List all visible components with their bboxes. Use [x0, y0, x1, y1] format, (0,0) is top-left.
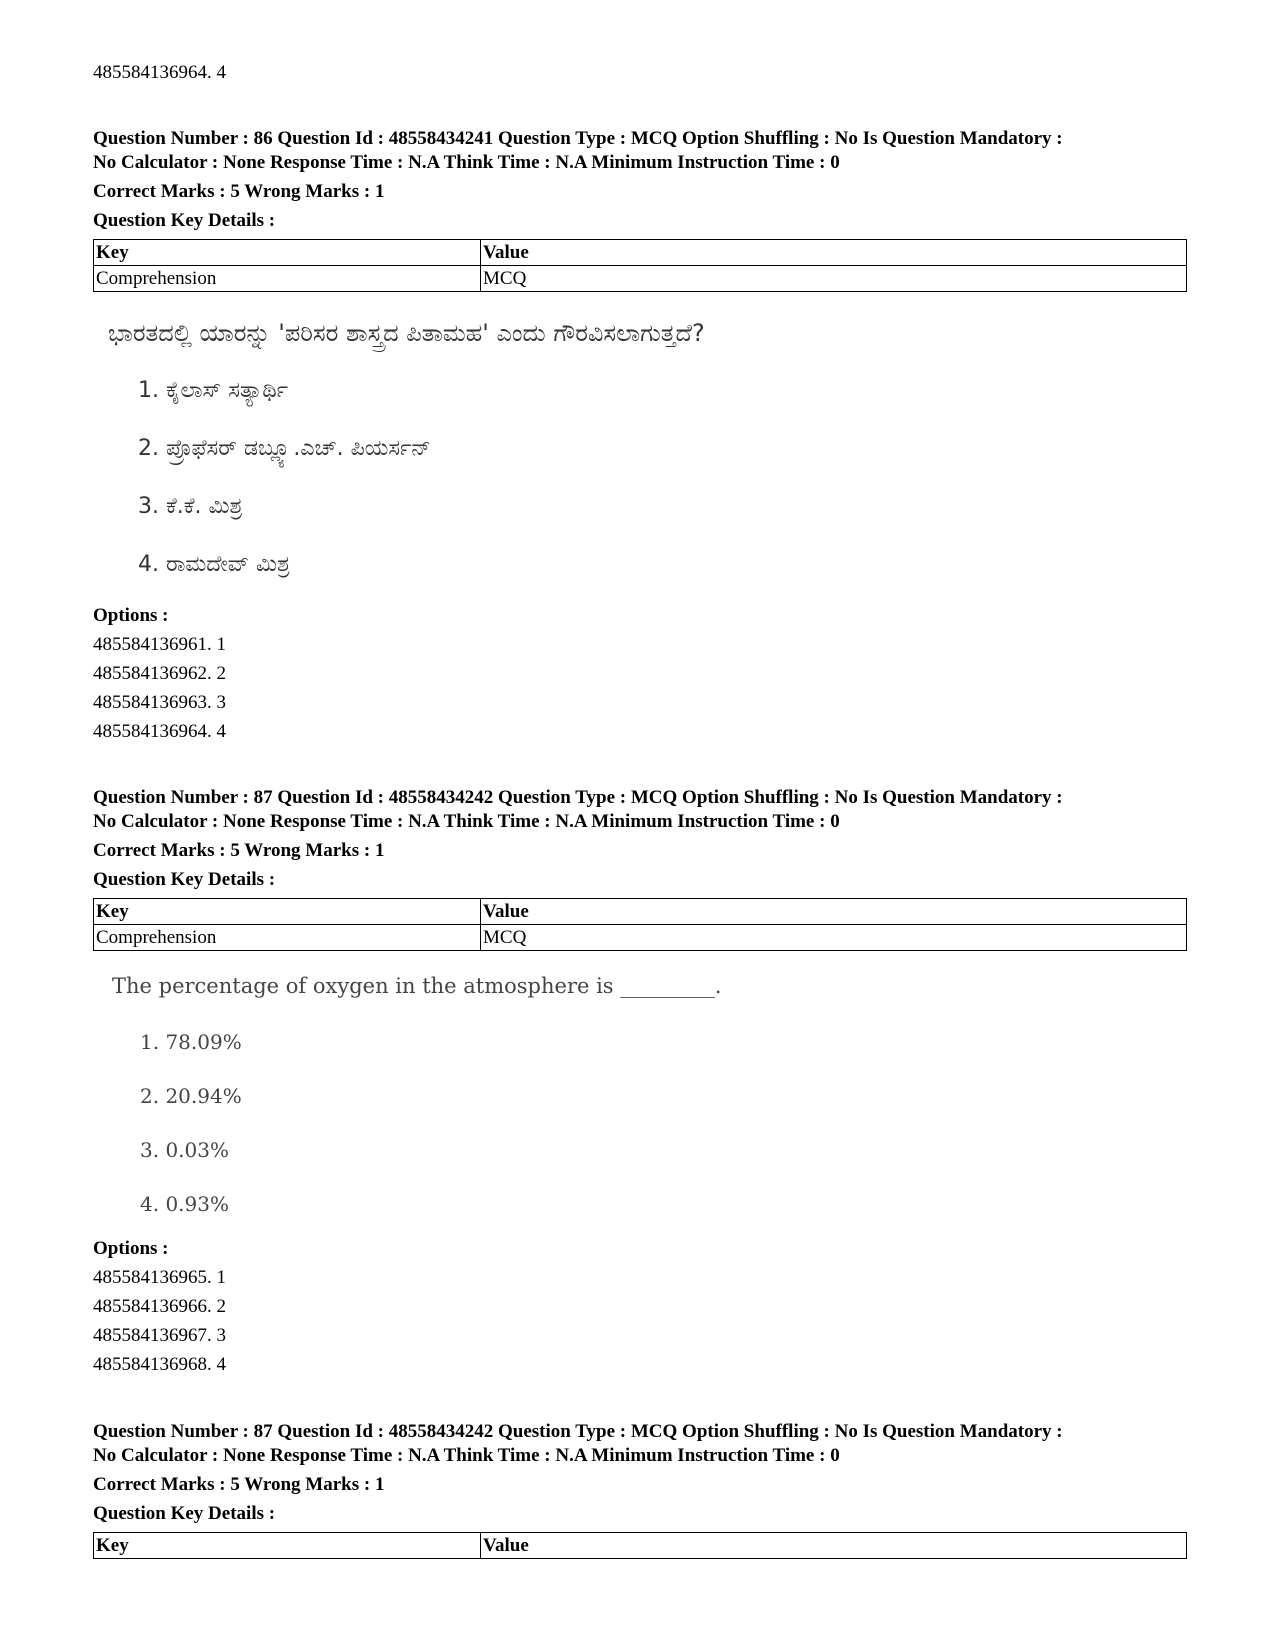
question-header-line1: Question Number : 87 Question Id : 48558434242 Question Type : MCQ Option Shuffling : No Is Question Mandatory :: [93, 787, 1063, 808]
question-header-line2: No Calculator : None Response Time : N.A Think Time : N.A Minimum Instruction Time : 0: [93, 152, 840, 173]
table-header-value: Value: [481, 899, 1187, 925]
options-label: Options :: [93, 605, 169, 626]
table-header-value: Value: [481, 240, 1187, 266]
question-header-line2: No Calculator : None Response Time : N.A Think Time : N.A Minimum Instruction Time : 0: [93, 1445, 840, 1466]
table-cell-value: MCQ: [481, 925, 1187, 951]
key-details-label: Question Key Details :: [93, 869, 276, 890]
choice-2: 2. ಪ್ರೊಫೆಸರ್ ಡಬ್ಲ್ಯೂ.ಎಚ್. ಪಿಯರ್ಸನ್: [138, 436, 431, 461]
option-line: 485584136968. 4: [93, 1354, 226, 1375]
marks-line: Correct Marks : 5 Wrong Marks : 1: [93, 1474, 385, 1495]
table-header-key: Key: [94, 899, 481, 925]
question-text: ಭಾರತದಲ್ಲಿ ಯಾರನ್ನು 'ಪರಿಸರ ಶಾಸ್ತ್ರದ ಪಿತಾಮಹ' ಎಂದು ಗೌರವಿಸಲಾಗುತ್ತದೆ?: [108, 319, 705, 347]
option-line: 485584136967. 3: [93, 1325, 226, 1346]
marks-line: Correct Marks : 5 Wrong Marks : 1: [93, 840, 385, 861]
table-cell-value: MCQ: [481, 266, 1187, 292]
choice-2: 2. 20.94%: [140, 1084, 242, 1108]
table-header-key: Key: [94, 240, 481, 266]
key-details-table: [93, 898, 1187, 951]
question-header-line1: Question Number : 87 Question Id : 48558434242 Question Type : MCQ Option Shuffling : No Is Question Mandatory :: [93, 1421, 1063, 1442]
choice-1: 1. ಕೈಲಾಸ್ ಸತ್ಯಾರ್ಥಿ: [138, 378, 289, 403]
table-header-row: [94, 899, 1187, 925]
option-line: 485584136964. 4: [93, 62, 226, 83]
choice-4: 4. ರಾಮದೇವ್ ಮಿಶ್ರ: [138, 552, 290, 577]
table-header-value: Value: [481, 1533, 1187, 1559]
choice-3: 3. ಕೆ.ಕೆ. ಮಿಶ್ರ: [138, 494, 243, 519]
option-line: 485584136961. 1: [93, 634, 226, 655]
key-details-label: Question Key Details :: [93, 1503, 276, 1524]
choice-1: 1. 78.09%: [140, 1030, 242, 1054]
question-text: The percentage of oxygen in the atmosphere is _________.: [112, 974, 722, 998]
table-header-row: [94, 240, 1187, 266]
option-line: 485584136966. 2: [93, 1296, 226, 1317]
option-line: 485584136964. 4: [93, 721, 226, 742]
table-row: [94, 925, 1187, 951]
options-label: Options :: [93, 1238, 169, 1259]
choice-3: 3. 0.03%: [140, 1138, 229, 1162]
table-cell-key: Comprehension: [94, 266, 481, 292]
table-header-key: Key: [94, 1533, 481, 1559]
table-row: [94, 266, 1187, 292]
key-details-table: [93, 239, 1187, 292]
option-line: 485584136965. 1: [93, 1267, 226, 1288]
table-header-row: [94, 1533, 1187, 1559]
key-details-table: [93, 1532, 1187, 1559]
choice-4: 4. 0.93%: [140, 1192, 229, 1216]
marks-line: Correct Marks : 5 Wrong Marks : 1: [93, 181, 385, 202]
table-cell-key: Comprehension: [94, 925, 481, 951]
question-header-line1: Question Number : 86 Question Id : 48558434241 Question Type : MCQ Option Shuffling : No Is Question Mandatory :: [93, 128, 1063, 149]
option-line: 485584136962. 2: [93, 663, 226, 684]
question-header-line2: No Calculator : None Response Time : N.A Think Time : N.A Minimum Instruction Time : 0: [93, 811, 840, 832]
key-details-label: Question Key Details :: [93, 210, 276, 231]
option-line: 485584136963. 3: [93, 692, 226, 713]
